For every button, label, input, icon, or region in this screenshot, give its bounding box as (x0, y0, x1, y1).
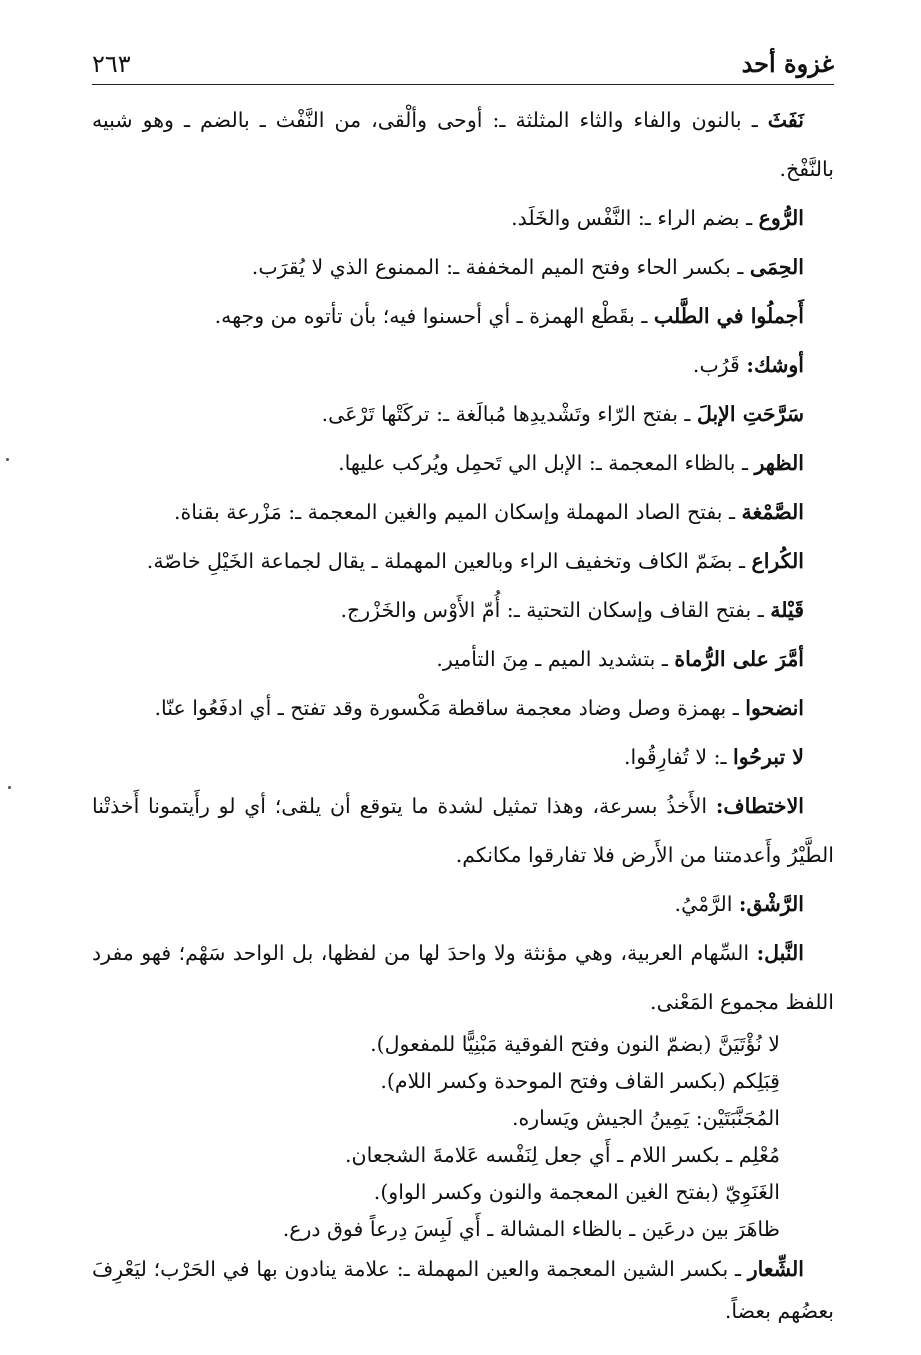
entry-term: الرُّوع (758, 206, 804, 230)
glossary-entry (92, 684, 834, 733)
indented-list (92, 1026, 834, 1248)
glossary-entry (92, 194, 834, 243)
entry-text: السِّهام العربية، وهي مؤنثة ولا واحدَ لها من لفظها، بل الواحد سَهْم؛ فهو مفرد اللفظ مجموع المَعْنى. (92, 941, 834, 1014)
glossary-entry (92, 96, 834, 194)
entry-text: ـ بفتح الرّاء وتَشْديدِها مُبالَغة ـ: تركَتْها تَرْعَى. (321, 402, 697, 426)
entry-term: انضحوا (745, 696, 804, 720)
list-item: مُعْلِم ـ بكسر اللام ـ أَي جعل لِنَفْسه عَلامةَ الشجعان. (345, 1143, 780, 1167)
scan-speck (6, 458, 9, 461)
entry-text: ـ بالنون والفاء والثاء المثلثة ـ: أوحى وألْقى، من النَّفْث ـ بالضم ـ وهو شبيه بالنَّفْخ. (92, 108, 834, 181)
scan-speck (8, 786, 11, 789)
entry-text: ـ: لا تُفارِقُوا. (624, 745, 733, 769)
glossary-entry (92, 292, 834, 341)
entry-term: الاختطاف: (715, 794, 804, 818)
entry-term: أَجملُوا في الطَّلب (653, 304, 804, 328)
entry-text: الأَخذُ بسرعة، وهذا تمثيل لشدة ما يتوقع أن يلقى؛ أي لو رأَيتمونا أَخذتْنا الطَّيْرُ وأَعدمتنا من الأَرض فلا تفارقوا مكانكم. (92, 794, 834, 867)
glossary-entry (92, 439, 834, 488)
glossary-entry (92, 929, 834, 1027)
entry-text: ـ بهمزة وصل وضاد معجمة ساقطة مَكْسورة وقد تفتح ـ أي ادفَعُوا عنّا. (154, 696, 746, 720)
entry-term: الظهر (754, 451, 804, 475)
glossary-entry (92, 635, 834, 684)
page-number: ٢٦٣ (92, 50, 131, 78)
entry-term: سَرَّحَتِ الإبلَ (696, 402, 804, 426)
entry-term: أمَّرَ على الرُّماة (674, 647, 804, 671)
entry-term: الرَّشْق: (738, 892, 804, 916)
entry-text: ـ بقَطْع الهمزة ـ أي أحسنوا فيه؛ بأن تأتوه من وجهه. (214, 304, 654, 328)
glossary-entry (92, 1248, 834, 1332)
entry-text: قَرُب. (692, 353, 747, 377)
entry-term: نَفَثَ (767, 108, 804, 132)
list-item: الغَنَوِيّ (بفتح الغين المعجمة والنون وكسر الواو). (373, 1180, 780, 1204)
entry-text: ـ بالظاء المعجمة ـ: الإبل الي تَحمِل ويُركب عليها. (338, 451, 755, 475)
glossary-entry (92, 880, 834, 929)
entry-term: الصَّمْغة (741, 500, 804, 524)
entry-term: قَيْلة (770, 598, 804, 622)
list-item: قِبَلِكم (بكسر القاف وفتح الموحدة وكسر اللام). (380, 1069, 780, 1093)
entry-term: لا تبرحُوا (733, 745, 804, 769)
entry-term: الشِّعار (747, 1257, 804, 1281)
entry-text: ـ بفتح القاف وإسكان التحتية ـ: أُمّ الأَوْس والخَزْرج. (340, 598, 771, 622)
entry-text: ـ بكسر الحاء وفتح الميم المخففة ـ: الممنوع الذي لا يُقرَب. (251, 255, 750, 279)
glossary-entry (92, 488, 834, 537)
entry-term: أوشك: (746, 353, 804, 377)
glossary-entry (92, 243, 834, 292)
entry-text: ـ بكسر الشين المعجمة والعين المهملة ـ: علامة ينادون بها في الحَرْب؛ ليَعْرِفَ بعضُهم بعضاً. (92, 1257, 834, 1323)
glossary-entry (92, 390, 834, 439)
page-header (92, 40, 834, 85)
running-title: غزوة أحد (741, 49, 834, 78)
glossary-entry (92, 586, 834, 635)
entry-term: الكُراع (751, 549, 804, 573)
entry-text: ـ بفتح الصاد المهملة وإسكان الميم والغين المعجمة ـ: مَزْرعة بقناة. (174, 500, 742, 524)
entry-term: الحِمَى (749, 255, 804, 279)
entry-term: النَّبل: (756, 941, 804, 965)
glossary-entry (92, 782, 834, 880)
entry-text: ـ بضم الراء ـ: النَّفْس والخَلَد. (511, 206, 759, 230)
entry-text: ـ بضَمّ الكاف وتخفيف الراء وبالعين المهملة ـ يقال لجماعة الخَيْلِ خاصّة. (146, 549, 752, 573)
entry-text: ـ بتشديد الميم ـ مِنَ التأمير. (436, 647, 675, 671)
glossary-body (92, 96, 834, 1332)
list-item: المُجَنَّبَتَيْن: يَمِينُ الجيش ويَساره. (512, 1106, 780, 1130)
glossary-entry (92, 537, 834, 586)
list-item: ظاهَرَ بين درعَين ـ بالظاء المشالة ـ أَي لَبِسَ دِرعاً فوق درع. (282, 1217, 780, 1241)
entry-text: الرَّمْيُ. (674, 892, 739, 916)
list-item: لا نُؤْتَيَنَّ (بضمّ النون وفتح الفوقية مَبْنِيًّا للمفعول). (370, 1032, 780, 1056)
glossary-entry (92, 733, 834, 782)
glossary-entry (92, 341, 834, 390)
